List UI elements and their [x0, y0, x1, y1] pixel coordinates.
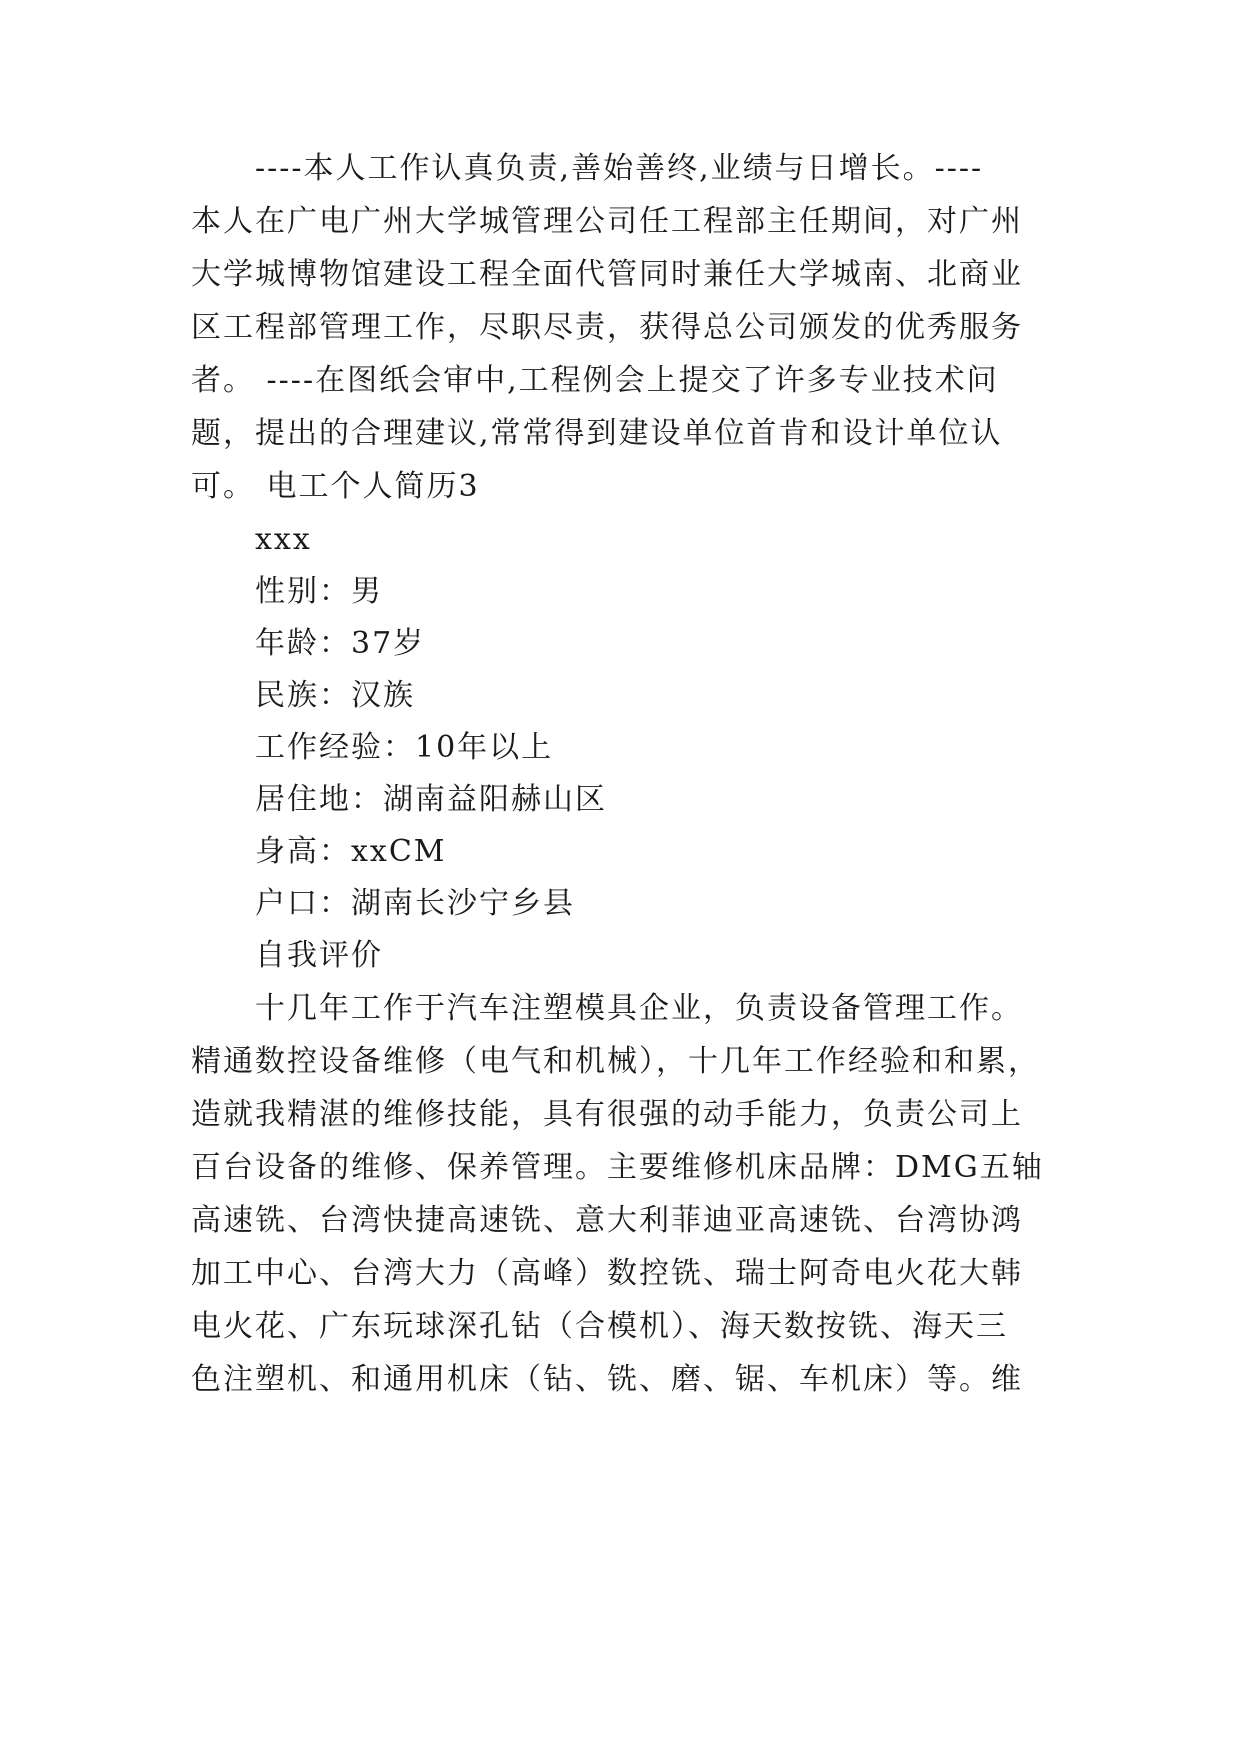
- self-eval-line: 加工中心、台湾大力（高峰）数控铣、瑞士阿奇电火花大韩: [191, 1256, 1023, 1291]
- self-eval-line: 精通数控设备维修（电气和机械），十几年工作经验和和累，: [191, 1044, 1040, 1079]
- resume-gender: 性别：男: [255, 574, 383, 609]
- body-text-line: 区工程部管理工作，尽职尽责，获得总公司颁发的优秀服务: [191, 310, 1023, 345]
- self-eval-heading: 自我评价: [255, 938, 383, 973]
- body-text-line: 大学城博物馆建设工程全面代管同时兼任大学城南、北商业: [191, 257, 1023, 292]
- resume-residence: 居住地：湖南益阳赫山区: [255, 782, 607, 817]
- self-eval-line: 造就我精湛的维修技能，具有很强的动手能力，负责公司上: [191, 1097, 1023, 1132]
- resume-hukou: 户口：湖南长沙宁乡县: [255, 886, 575, 921]
- body-text-line: 者。 ----在图纸会审中,工程例会上提交了许多专业技术问: [191, 363, 999, 398]
- resume-experience: 工作经验：10年以上: [255, 730, 554, 765]
- self-eval-line: 十几年工作于汽车注塑模具企业，负责设备管理工作。: [255, 991, 1023, 1026]
- self-eval-line: 高速铣、台湾快捷高速铣、意大利菲迪亚高速铣、台湾协鸿: [191, 1203, 1023, 1238]
- self-eval-line: 百台设备的维修、保养管理。主要维修机床品牌：DMG五轴: [191, 1150, 1044, 1185]
- body-text-line: ----本人工作认真负责,善始善终,业绩与日增长。----: [255, 151, 984, 186]
- resume-height: 身高：xxCM: [255, 834, 447, 869]
- body-text-line: 可。 电工个人简历3: [191, 469, 480, 504]
- self-eval-line: 电火花、广东玩球深孔钻（合模机）、海天数按铣、海天三: [191, 1309, 1008, 1344]
- self-eval-line: 色注塑机、和通用机床（钻、铣、磨、锯、车机床）等。维: [191, 1362, 1023, 1397]
- resume-ethnicity: 民族：汉族: [255, 678, 415, 713]
- resume-name: xxx: [255, 522, 312, 557]
- resume-age: 年龄：37岁: [255, 626, 426, 661]
- body-text-line: 本人在广电广州大学城管理公司任工程部主任期间，对广州: [191, 204, 1023, 239]
- body-text-line: 题，提出的合理建议,常常得到建设单位首肯和设计单位认: [191, 416, 1003, 451]
